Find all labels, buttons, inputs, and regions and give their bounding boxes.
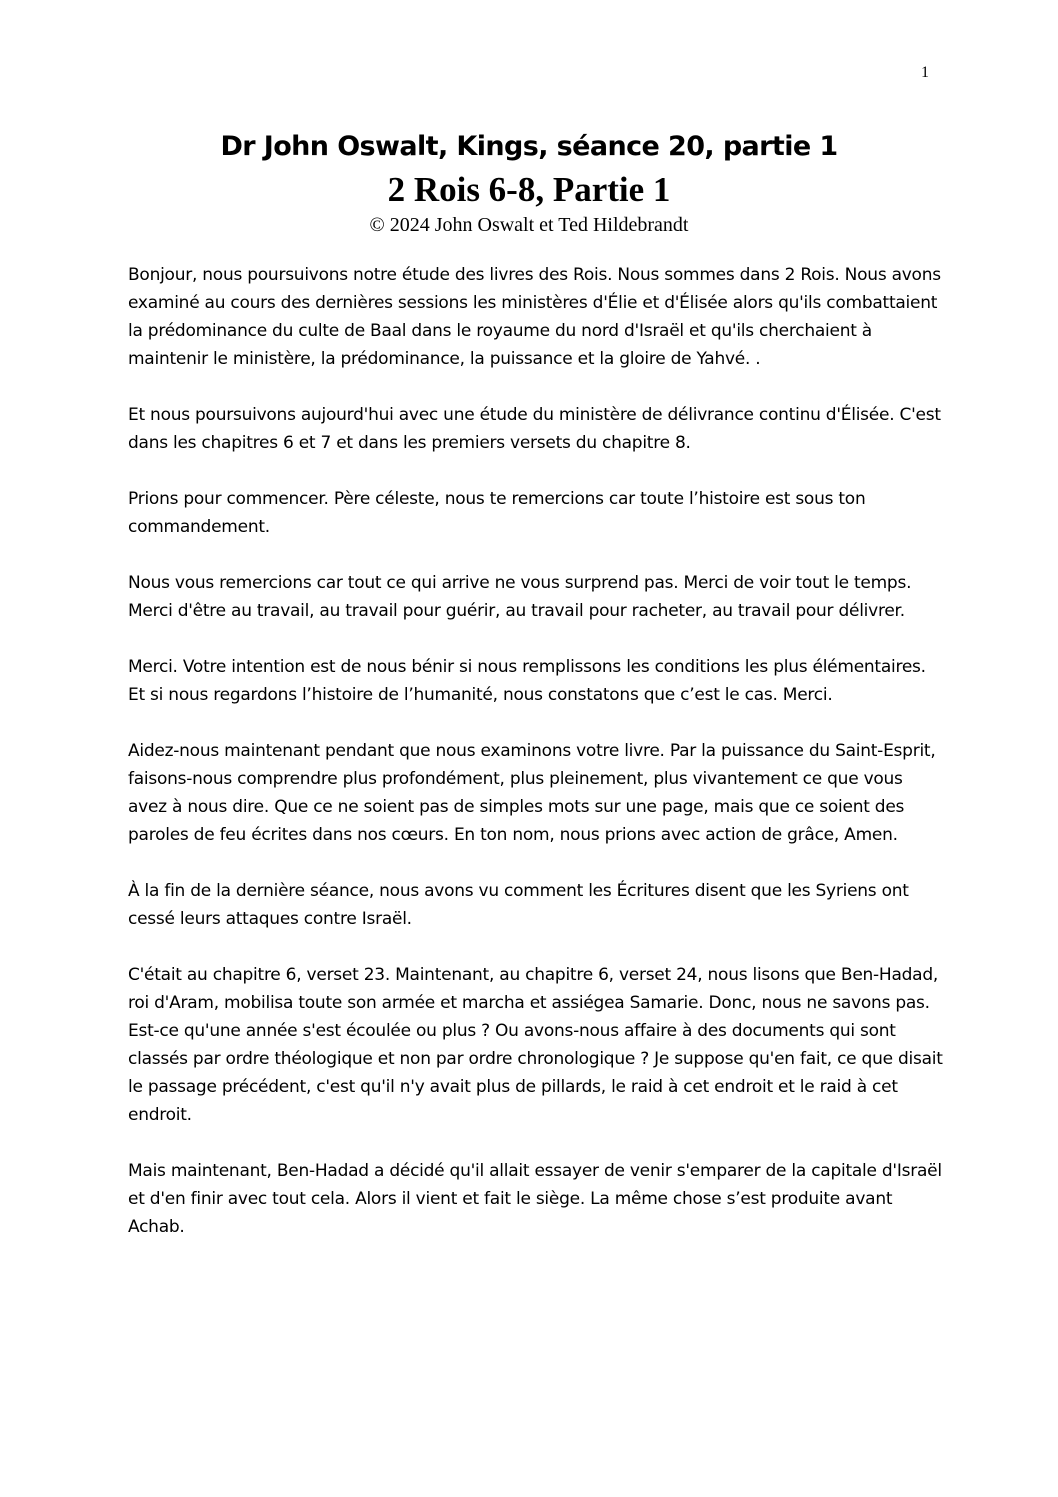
- paragraph: C'était au chapitre 6, verset 23. Maintenant, au chapitre 6, verset 24, nous lisons que Ben-Hadad, roi d'Aram, mobilisa toute son armée et marcha et assiégea Samarie. Donc, nous ne savons pas. Est-ce qu'une année s'est écoulée ou plus ? Ou avons-nous affaire à des documents qui sont classés par ordre théologique et non par ordre chronologique ? Je suppose qu'en fait, ce que disait le passage précédent, c'est qu'il n'y avait plus de pillards, le raid à cet endroit et le raid à cet endroit.: [128, 965, 943, 1125]
- paragraph: Mais maintenant, Ben-Hadad a décidé qu'il allait essayer de venir s'emparer de la capitale d'Israël et d'en finir avec tout cela. Alors il vient et fait le siège. La même chose s’est produite avant Achab.: [128, 1161, 942, 1237]
- document-subtitle: 2 Rois 6-8, Partie 1: [387, 170, 671, 209]
- document-title: Dr John Oswalt, Kings, séance 20, partie 1: [220, 131, 838, 162]
- paragraph: Prions pour commencer. Père céleste, nous te remercions car toute l’histoire est sous ton commandement.: [128, 489, 866, 537]
- document-body: [128, 261, 943, 1269]
- copyright-line: © 2024 John Oswalt et Ted Hildebrandt: [369, 214, 689, 236]
- page-number: 1: [921, 64, 929, 81]
- paragraph: Aidez-nous maintenant pendant que nous examinons votre livre. Par la puissance du Saint-Esprit, faisons-nous comprendre plus profondément, plus pleinement, plus vivantement ce que vous avez à nous dire. Que ce ne soient pas de simples mots sur une page, mais que ce soient des paroles de feu écrites dans nos cœurs. En ton nom, nous prions avec action de grâce, Amen.: [128, 741, 936, 845]
- paragraph: À la fin de la dernière séance, nous avons vu comment les Écritures disent que les Syriens ont cessé leurs attaques contre Israël.: [128, 881, 909, 929]
- paragraph: Bonjour, nous poursuivons notre étude des livres des Rois. Nous sommes dans 2 Rois. Nous avons examiné au cours des dernières sessions les ministères d'Élie et d'Élisée alors qu'ils combattaient la prédominance du culte de Baal dans le royaume du nord d'Israël et qu'ils cherchaient à maintenir le ministère, la prédominance, la puissance et la gloire de Yahvé. .: [128, 265, 941, 369]
- paragraph: Et nous poursuivons aujourd'hui avec une étude du ministère de délivrance continu d'Élisée. C'est dans les chapitres 6 et 7 et dans les premiers versets du chapitre 8.: [128, 405, 941, 453]
- paragraph: Nous vous remercions car tout ce qui arrive ne vous surprend pas. Merci de voir tout le temps. Merci d'être au travail, au travail pour guérir, au travail pour racheter, au travail pour délivrer.: [128, 573, 912, 621]
- paragraph: Merci. Votre intention est de nous bénir si nous remplissons les conditions les plus élémentaires. Et si nous regardons l’histoire de l’humanité, nous constatons que c’est le cas. Merci.: [128, 657, 926, 705]
